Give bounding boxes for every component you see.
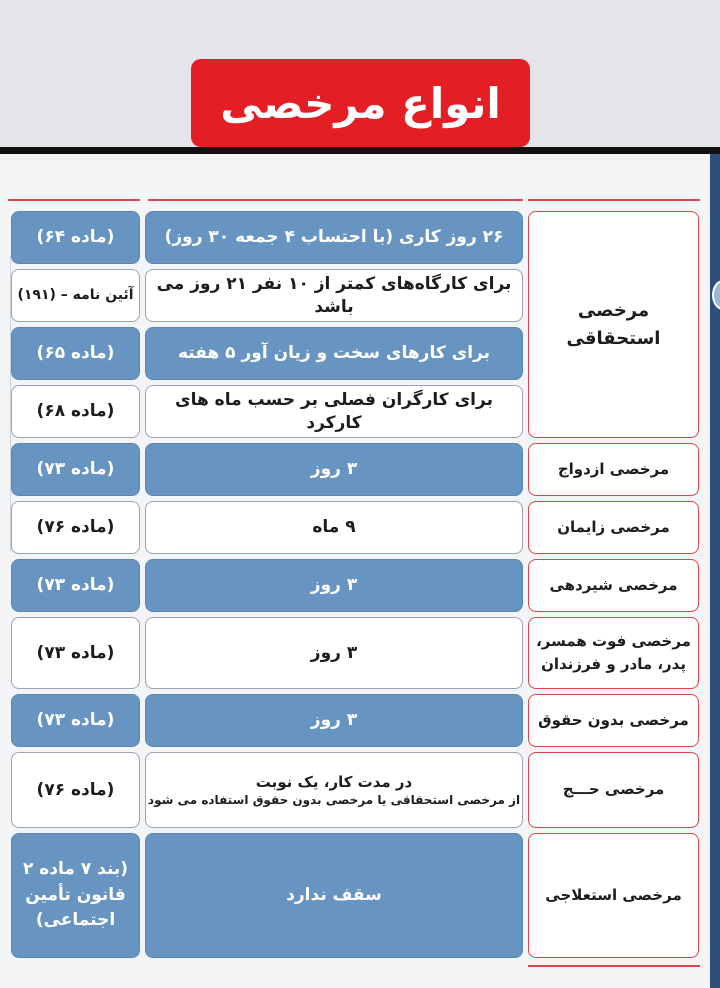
maternity-desc (145, 501, 523, 554)
label-bereavement-line1: مرخصی فوت همسر، (536, 631, 691, 650)
label-bereavement-leave (528, 617, 699, 689)
sick-desc-text: سقف ندارد (286, 885, 382, 906)
marriage-desc (145, 443, 523, 496)
sick-ref-line1: (بند ۷ ماده ۲ (22, 859, 129, 880)
label-sick-text: مرخصی استعلاجی (545, 885, 682, 904)
right-edge-strip (710, 154, 720, 988)
label-bereavement-line2: پدر، مادر و فرزندان (541, 655, 686, 673)
marriage-ref (11, 443, 140, 496)
label-entitled-line2: استحقاقی (566, 327, 661, 349)
sick-ref-line2: قانون تأمین (25, 884, 126, 905)
label-nursing-leave (528, 559, 699, 612)
nursing-desc (145, 559, 523, 612)
entitled-row-4-desc (145, 385, 523, 438)
label-entitled-line1: مرخصی (577, 299, 650, 321)
bereavement-ref (11, 617, 140, 689)
label-maternity-leave (528, 501, 699, 554)
entitled-row-1-desc-text: ۲۶ روز کاری (با احتساب ۴ جمعه ۳۰ روز) (164, 227, 504, 248)
label-marriage-text: مرخصی ازدواج (557, 459, 670, 478)
entitled-row-2-ref (11, 269, 140, 322)
bereavement-desc (145, 617, 523, 689)
nursing-ref-text: (ماده ۷۳) (36, 575, 115, 596)
label-entitled-leave (528, 211, 699, 438)
left-edge-line (0, 256, 11, 552)
nursing-desc-text: ۳ روز (310, 575, 358, 596)
entitled-row-2-ref-text: آئین نامه – (۱۹۱) (17, 287, 134, 304)
entitled-row-4-desc-text: برای کارگران فصلی بر حسب ماه های کارکرد (175, 389, 493, 433)
entitled-row-1-ref-text: (ماده ۶۴) (36, 227, 115, 248)
header-line-desc (148, 199, 523, 201)
maternity-ref (11, 501, 140, 554)
entitled-row-3-desc (145, 327, 523, 380)
unpaid-desc-text: ۳ روز (310, 710, 358, 731)
nursing-ref (11, 559, 140, 612)
marriage-ref-text: (ماده ۷۳) (36, 459, 115, 480)
marriage-desc-text: ۳ روز (310, 459, 358, 480)
entitled-row-1-ref (11, 211, 140, 264)
label-unpaid-leave (528, 694, 699, 747)
unpaid-ref-text: (ماده ۷۳) (36, 710, 115, 731)
unpaid-ref (11, 694, 140, 747)
hajj-desc-line2: از مرخصی استحقاقی یا مرخصی بدون حقوق استفاده می شود (147, 793, 521, 808)
footer-line-label (528, 965, 700, 967)
entitled-row-3-ref-text: (ماده ۶۵) (36, 343, 115, 364)
sick-desc (145, 833, 523, 958)
edge-circle-icon (712, 280, 720, 310)
hajj-desc (145, 752, 523, 828)
label-maternity-text: مرخصی زایمان (557, 517, 670, 536)
hajj-ref (11, 752, 140, 828)
maternity-ref-text: (ماده ۷۶) (36, 517, 115, 538)
unpaid-desc (145, 694, 523, 747)
entitled-row-1-desc (145, 211, 523, 264)
header-line-label (528, 199, 700, 201)
entitled-row-3-ref (11, 327, 140, 380)
label-unpaid-text: مرخصی بدون حقوق (538, 710, 689, 729)
sick-ref (11, 833, 140, 958)
sick-ref-line3: اجتماعی) (35, 910, 116, 931)
entitled-row-4-ref-text: (ماده ۶۸) (36, 401, 115, 422)
label-marriage-leave (528, 443, 699, 496)
title-underline (0, 147, 720, 154)
label-sick-leave (528, 833, 699, 958)
label-nursing-text: مرخصی شیردهی (549, 575, 678, 594)
hajj-ref-text: (ماده ۷۶) (36, 779, 115, 800)
bereavement-ref-text: (ماده ۷۳) (36, 642, 115, 663)
bereavement-desc-text: ۳ روز (310, 642, 358, 663)
entitled-row-2-desc-text: برای کارگاه‌های کمتر از ۱۰ نفر ۲۱ روز می باشد (156, 273, 512, 317)
label-hajj-text: مرخصی حـــج (562, 780, 665, 799)
entitled-row-3-desc-text: برای کارهای سخت و زیان آور ۵ هفته (177, 343, 491, 364)
entitled-row-2-desc (145, 269, 523, 322)
header-line-ref (8, 199, 140, 201)
maternity-desc-text: ۹ ماه (312, 517, 356, 538)
hajj-desc-line1: در مدت کار، یک نوبت (255, 772, 413, 791)
label-hajj-leave (528, 752, 699, 828)
entitled-row-4-ref (11, 385, 140, 438)
page-title-text: انواع مرخصی (220, 78, 501, 128)
page-title (191, 59, 530, 147)
